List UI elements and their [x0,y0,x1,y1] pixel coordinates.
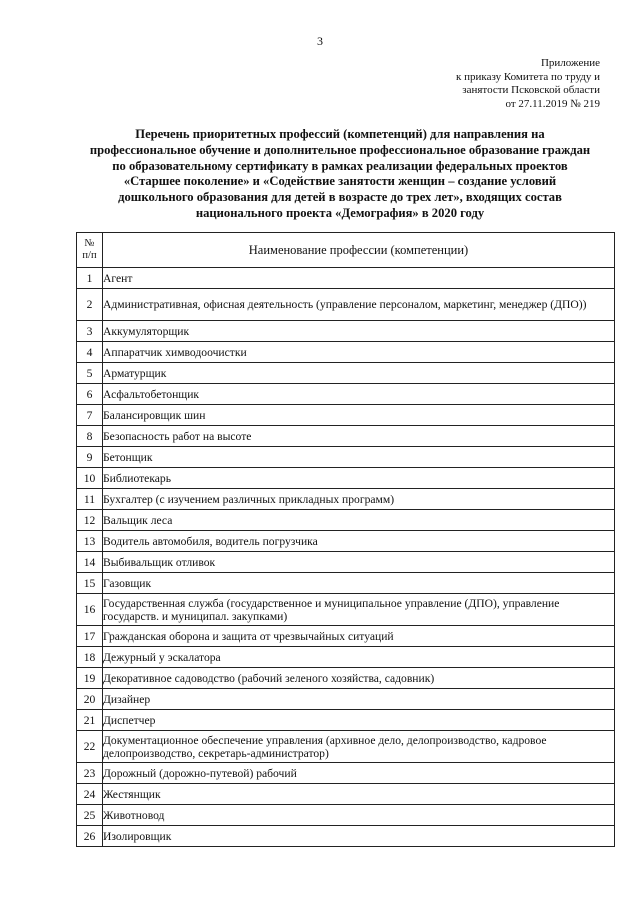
row-number: 14 [77,552,103,573]
row-name: Аппаратчик химводоочистки [103,342,615,363]
row-name: Выбивальщик отливок [103,552,615,573]
row-number: 1 [77,268,103,289]
table-row [77,784,615,805]
row-name: Диспетчер [103,710,615,731]
header-number-line: № [84,238,95,249]
title-line: по образовательному сертификату в рамках реализации федеральных проектов [112,158,568,173]
appendix-line: к приказу Комитета по труду и [456,70,600,83]
row-number: 19 [77,668,103,689]
row-number: 9 [77,447,103,468]
table-row [77,510,615,531]
row-name: Газовщик [103,573,615,594]
row-name: Агент [103,268,615,289]
table-row [77,289,615,321]
row-number: 18 [77,647,103,668]
row-number: 24 [77,784,103,805]
row-name: Бетонщик [103,447,615,468]
row-number: 8 [77,426,103,447]
table-row [77,731,615,763]
appendix-note [456,57,600,111]
row-name: Государственная служба (государственное и муниципальное управление (ДПО), управление государств. и муниципал. закупками) [103,594,615,626]
row-name: Изолировщик [103,826,615,847]
row-number: 13 [77,531,103,552]
header-name: Наименование профессии (компетенции) [103,233,615,268]
title-line: «Старшее поколение» и «Содействие занятости женщин – создание условий [123,174,557,189]
row-number: 17 [77,626,103,647]
row-name: Балансировщик шин [103,405,615,426]
table-row [77,321,615,342]
row-name: Животновод [103,805,615,826]
row-number: 16 [77,594,103,626]
table-row [77,426,615,447]
row-number: 11 [77,489,103,510]
row-number: 12 [77,510,103,531]
table-row [77,268,615,289]
table-row [77,573,615,594]
row-number: 25 [77,805,103,826]
appendix-line: от 27.11.2019 № 219 [505,97,600,110]
table-row [77,489,615,510]
title-line: дошкольного образования для детей в возрасте до трех лет», входящих состав [118,190,562,205]
row-number: 4 [77,342,103,363]
table-header-row [77,233,615,268]
row-name: Водитель автомобиля, водитель погрузчика [103,531,615,552]
table-row [77,594,615,626]
header-number-line: п/п [82,250,97,261]
table-row [77,342,615,363]
table-row [77,384,615,405]
table-row [77,447,615,468]
row-name: Бухгалтер (с изучением различных прикладных программ) [103,489,615,510]
table-row [77,626,615,647]
title-line: Перечень приоритетных профессий (компетенций) для направления на [135,127,545,141]
row-name: Аккумуляторщик [103,321,615,342]
table-row [77,363,615,384]
row-name: Документационное обеспечение управления (архивное дело, делопроизводство, кадровое делопроизводство, секретарь-администратор) [103,731,615,763]
row-number: 10 [77,468,103,489]
row-number: 6 [77,384,103,405]
table-row [77,805,615,826]
row-name: Декоративное садоводство (рабочий зеленого хозяйства, садовник) [103,668,615,689]
row-number: 3 [77,321,103,342]
row-name: Вальщик леса [103,510,615,531]
page-number: 3 [317,34,323,48]
row-number: 23 [77,763,103,784]
row-name: Арматурщик [103,363,615,384]
row-number: 20 [77,689,103,710]
row-name: Гражданская оборона и защита от чрезвычайных ситуаций [103,626,615,647]
table-row [77,668,615,689]
table-row [77,552,615,573]
table-row [77,826,615,847]
table-row [77,710,615,731]
header-number [77,233,103,268]
appendix-line: Приложение [540,57,600,69]
title-line: профессиональное обучение и дополнительное профессиональное образование граждан [89,142,591,157]
row-number: 26 [77,826,103,847]
row-name: Дорожный (дорожно-путевой) рабочий [103,763,615,784]
appendix-line: занятости Псковской области [462,84,600,96]
row-name: Безопасность работ на высоте [103,426,615,447]
row-number: 7 [77,405,103,426]
row-number: 5 [77,363,103,384]
table-row [77,763,615,784]
row-number: 21 [77,710,103,731]
row-name: Жестянщик [103,784,615,805]
document-title [70,127,610,222]
row-number: 2 [77,289,103,321]
row-name: Дежурный у эскалатора [103,647,615,668]
row-name: Дизайнер [103,689,615,710]
professions-table [76,232,615,847]
row-number: 15 [77,573,103,594]
row-number: 22 [77,731,103,763]
table-row [77,405,615,426]
row-name: Библиотекарь [103,468,615,489]
table-row [77,647,615,668]
row-name: Административная, офисная деятельность (управление персоналом, маркетинг, менеджер (ДПО)) [103,289,615,321]
table-row [77,689,615,710]
row-name: Асфальтобетонщик [103,384,615,405]
table-row [77,531,615,552]
table-row [77,468,615,489]
title-line: национального проекта «Демография» в 2020 году [195,205,485,220]
